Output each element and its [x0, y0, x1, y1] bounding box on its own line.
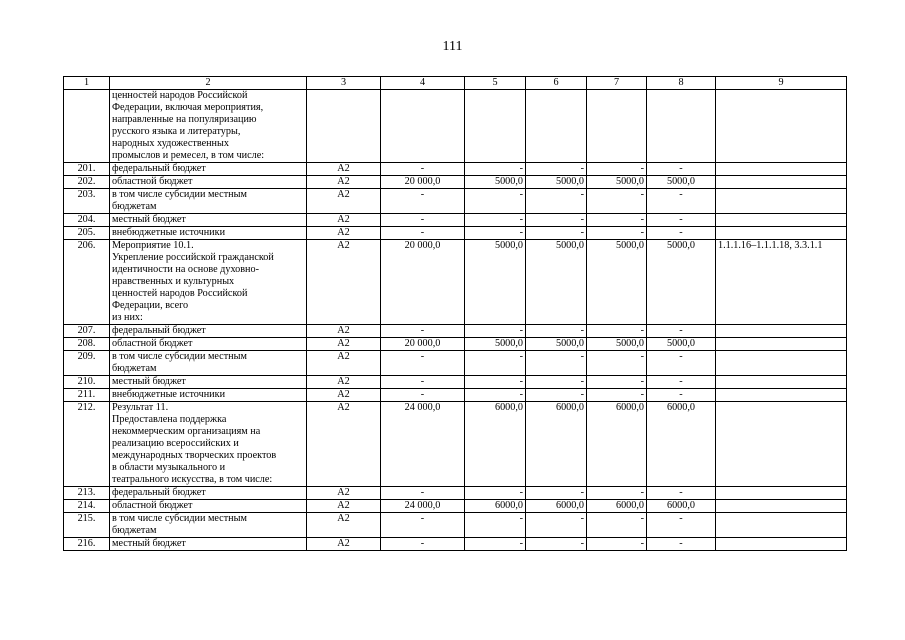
row-name: федеральный бюджет: [110, 163, 307, 176]
row-value-year1: [465, 90, 526, 163]
row-total: 24 000,0: [381, 402, 465, 487]
header-cell: 9: [716, 77, 847, 90]
page-number: 111: [442, 39, 463, 54]
row-value-year4: -: [647, 487, 716, 500]
row-code: А2: [307, 163, 381, 176]
row-value-year1: 6000,0: [465, 500, 526, 513]
row-name: в том числе субсидии местным бюджетам: [110, 189, 307, 214]
row-reference: [716, 325, 847, 338]
row-value-year2: -: [526, 189, 587, 214]
row-number: 202.: [64, 176, 110, 189]
row-code: [307, 90, 381, 163]
budget-table: [63, 76, 847, 551]
row-code: А2: [307, 402, 381, 487]
table-row: [64, 487, 847, 500]
row-reference: 1.1.1.16–1.1.1.18, 3.3.1.1: [716, 240, 847, 325]
header-cell: 7: [587, 77, 647, 90]
row-value-year3: 6000,0: [587, 402, 647, 487]
row-code: А2: [307, 176, 381, 189]
table-row: [64, 90, 847, 163]
row-value-year3: -: [587, 214, 647, 227]
row-reference: [716, 338, 847, 351]
row-value-year4: -: [647, 227, 716, 240]
row-reference: [716, 176, 847, 189]
row-code: А2: [307, 538, 381, 551]
row-value-year2: -: [526, 487, 587, 500]
row-name: областной бюджет: [110, 500, 307, 513]
row-value-year4: -: [647, 189, 716, 214]
row-value-year1: -: [465, 487, 526, 500]
row-name: внебюджетные источники: [110, 227, 307, 240]
row-total: 20 000,0: [381, 240, 465, 325]
row-reference: [716, 189, 847, 214]
row-total: -: [381, 538, 465, 551]
row-total: -: [381, 351, 465, 376]
row-total: [381, 90, 465, 163]
header-row: [64, 77, 847, 90]
row-value-year2: 6000,0: [526, 402, 587, 487]
row-number: 209.: [64, 351, 110, 376]
row-code: А2: [307, 240, 381, 325]
row-value-year4: 5000,0: [647, 338, 716, 351]
row-value-year3: -: [587, 163, 647, 176]
row-number: 215.: [64, 513, 110, 538]
row-total: -: [381, 487, 465, 500]
row-number: 213.: [64, 487, 110, 500]
table-row: [64, 513, 847, 538]
table-row: [64, 338, 847, 351]
row-number: 208.: [64, 338, 110, 351]
row-code: А2: [307, 500, 381, 513]
row-total: -: [381, 389, 465, 402]
row-value-year2: -: [526, 227, 587, 240]
row-code: А2: [307, 351, 381, 376]
table-row: [64, 163, 847, 176]
row-number: 207.: [64, 325, 110, 338]
row-number: [64, 90, 110, 163]
row-value-year1: -: [465, 189, 526, 214]
row-code: А2: [307, 214, 381, 227]
table-row: [64, 500, 847, 513]
row-value-year3: 5000,0: [587, 240, 647, 325]
row-total: 24 000,0: [381, 500, 465, 513]
row-value-year2: 5000,0: [526, 176, 587, 189]
row-value-year3: 5000,0: [587, 176, 647, 189]
row-value-year2: -: [526, 538, 587, 551]
row-value-year4: -: [647, 538, 716, 551]
row-name: внебюджетные источники: [110, 389, 307, 402]
row-value-year3: -: [587, 389, 647, 402]
row-code: А2: [307, 513, 381, 538]
row-name: Мероприятие 10.1. Укрепление российской гражданской идентичности на основе духовно- нравственных и культурных ценностей народов Российской Федерации, всего из них:: [110, 240, 307, 325]
row-code: А2: [307, 325, 381, 338]
header-cell: 2: [110, 77, 307, 90]
row-name: областной бюджет: [110, 338, 307, 351]
table-row: [64, 227, 847, 240]
row-number: 206.: [64, 240, 110, 325]
row-code: А2: [307, 389, 381, 402]
row-value-year4: 5000,0: [647, 240, 716, 325]
row-total: -: [381, 189, 465, 214]
row-value-year2: -: [526, 163, 587, 176]
table-row: [64, 376, 847, 389]
row-reference: [716, 487, 847, 500]
row-number: 214.: [64, 500, 110, 513]
table-row: [64, 189, 847, 214]
row-value-year3: -: [587, 513, 647, 538]
row-value-year2: -: [526, 513, 587, 538]
row-total: 20 000,0: [381, 176, 465, 189]
row-reference: [716, 163, 847, 176]
row-reference: [716, 402, 847, 487]
row-reference: [716, 227, 847, 240]
table-row: [64, 240, 847, 325]
row-reference: [716, 513, 847, 538]
row-value-year4: -: [647, 214, 716, 227]
row-value-year2: -: [526, 389, 587, 402]
row-value-year4: -: [647, 351, 716, 376]
row-value-year2: 6000,0: [526, 500, 587, 513]
row-number: 210.: [64, 376, 110, 389]
row-total: -: [381, 214, 465, 227]
table-row: [64, 402, 847, 487]
row-name: областной бюджет: [110, 176, 307, 189]
row-value-year3: -: [587, 189, 647, 214]
row-value-year1: 5000,0: [465, 176, 526, 189]
row-reference: [716, 376, 847, 389]
row-value-year3: [587, 90, 647, 163]
row-value-year1: -: [465, 163, 526, 176]
row-value-year2: -: [526, 376, 587, 389]
header-cell: 5: [465, 77, 526, 90]
header-cell: 6: [526, 77, 587, 90]
row-value-year2: [526, 90, 587, 163]
table-row: [64, 389, 847, 402]
row-name: в том числе субсидии местным бюджетам: [110, 513, 307, 538]
row-code: А2: [307, 376, 381, 389]
row-value-year4: -: [647, 513, 716, 538]
row-value-year4: -: [647, 389, 716, 402]
table-row: [64, 176, 847, 189]
row-value-year4: 6000,0: [647, 500, 716, 513]
row-value-year4: -: [647, 163, 716, 176]
row-value-year3: -: [587, 487, 647, 500]
row-number: 204.: [64, 214, 110, 227]
table-row: [64, 325, 847, 338]
row-name: местный бюджет: [110, 538, 307, 551]
row-code: А2: [307, 487, 381, 500]
row-reference: [716, 351, 847, 376]
row-total: -: [381, 376, 465, 389]
row-value-year1: -: [465, 513, 526, 538]
row-number: 201.: [64, 163, 110, 176]
row-reference: [716, 538, 847, 551]
row-value-year3: 5000,0: [587, 338, 647, 351]
row-number: 211.: [64, 389, 110, 402]
row-value-year3: -: [587, 538, 647, 551]
row-code: А2: [307, 227, 381, 240]
header-cell: 1: [64, 77, 110, 90]
row-value-year3: -: [587, 351, 647, 376]
row-total: 20 000,0: [381, 338, 465, 351]
header-cell: 4: [381, 77, 465, 90]
row-value-year2: 5000,0: [526, 240, 587, 325]
row-total: -: [381, 325, 465, 338]
row-number: 205.: [64, 227, 110, 240]
row-value-year3: -: [587, 227, 647, 240]
row-total: -: [381, 513, 465, 538]
row-value-year1: -: [465, 389, 526, 402]
row-name: федеральный бюджет: [110, 325, 307, 338]
row-value-year2: -: [526, 214, 587, 227]
table-row: [64, 351, 847, 376]
row-value-year1: -: [465, 214, 526, 227]
row-reference: [716, 500, 847, 513]
table-row: [64, 538, 847, 551]
row-value-year4: 6000,0: [647, 402, 716, 487]
row-code: А2: [307, 189, 381, 214]
row-name: в том числе субсидии местным бюджетам: [110, 351, 307, 376]
row-reference: [716, 90, 847, 163]
table-row: [64, 214, 847, 227]
row-value-year1: -: [465, 351, 526, 376]
row-value-year1: -: [465, 325, 526, 338]
row-value-year1: -: [465, 538, 526, 551]
row-value-year4: [647, 90, 716, 163]
row-number: 203.: [64, 189, 110, 214]
row-name: федеральный бюджет: [110, 487, 307, 500]
header-cell: 8: [647, 77, 716, 90]
row-name: Результат 11. Предоставлена поддержка некоммерческим организациям на реализацию всероссийских и международных творческих проектов в области музыкального и театрального искусства, в том числе:: [110, 402, 307, 487]
row-value-year1: -: [465, 376, 526, 389]
row-total: -: [381, 227, 465, 240]
row-value-year2: 5000,0: [526, 338, 587, 351]
row-value-year1: 5000,0: [465, 240, 526, 325]
row-value-year3: -: [587, 325, 647, 338]
row-value-year2: -: [526, 325, 587, 338]
row-value-year2: -: [526, 351, 587, 376]
table-body: [64, 77, 847, 551]
row-value-year3: -: [587, 376, 647, 389]
row-value-year4: 5000,0: [647, 176, 716, 189]
row-name: местный бюджет: [110, 376, 307, 389]
row-number: 212.: [64, 402, 110, 487]
row-value-year4: -: [647, 376, 716, 389]
row-name: местный бюджет: [110, 214, 307, 227]
row-name: ценностей народов Российской Федерации, включая мероприятия, направленные на популяризацию русского языка и литературы, народных художественных промыслов и ремесел, в том числе:: [110, 90, 307, 163]
row-reference: [716, 214, 847, 227]
row-value-year1: 5000,0: [465, 338, 526, 351]
row-value-year1: 6000,0: [465, 402, 526, 487]
row-reference: [716, 389, 847, 402]
row-number: 216.: [64, 538, 110, 551]
row-total: -: [381, 163, 465, 176]
row-value-year3: 6000,0: [587, 500, 647, 513]
row-code: А2: [307, 338, 381, 351]
row-value-year1: -: [465, 227, 526, 240]
header-cell: 3: [307, 77, 381, 90]
row-value-year4: -: [647, 325, 716, 338]
